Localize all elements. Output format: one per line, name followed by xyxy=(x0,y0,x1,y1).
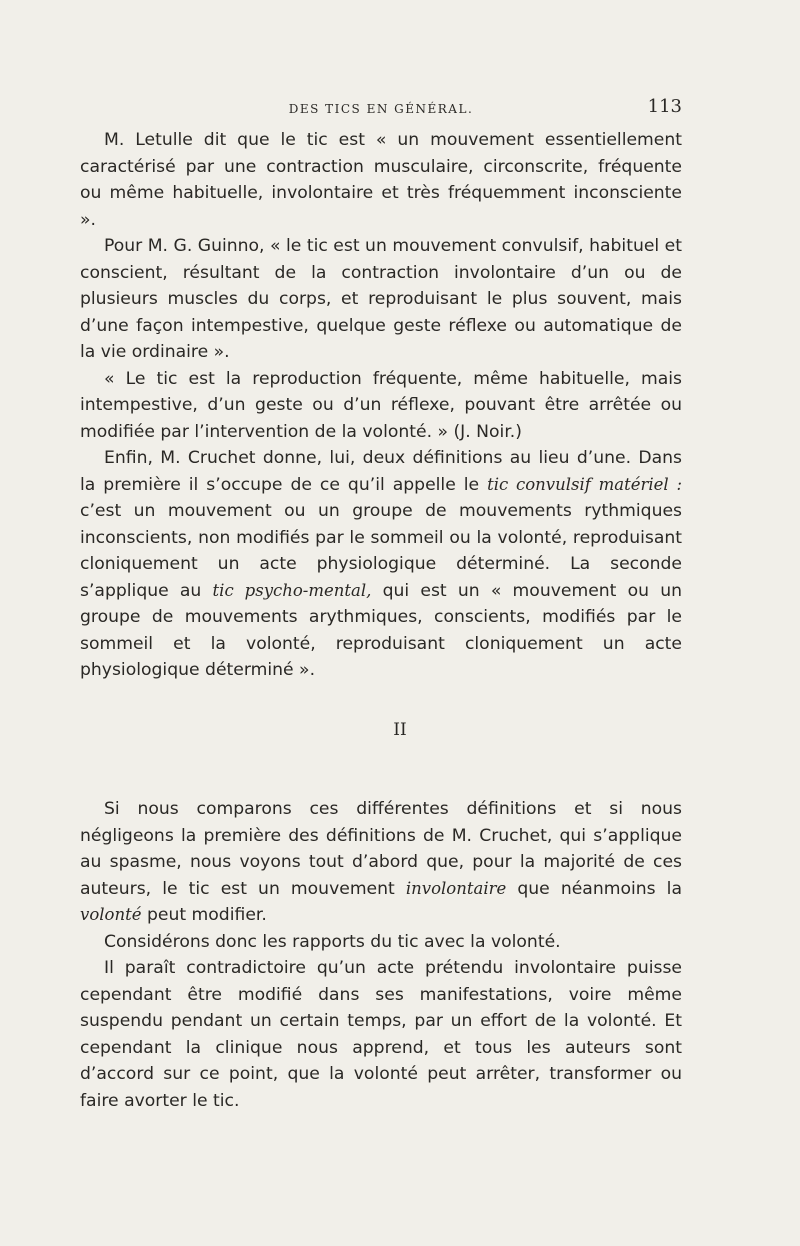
italic-term: volonté xyxy=(80,905,142,924)
paragraph-letulle: M. Letulle dit que le tic est « un mouvement essentiellement caractérisé par une contraction musculaire, circonscrite, fréquente ou même habituelle, involontaire et très fréquemment inconsciente ». xyxy=(80,130,682,230)
paragraph-noir: « Le tic est la reproduction fréquente, même habituelle, mais intempestive, d’un geste ou d’un réflexe, pouvant être arrêtée ou modifiée par l’intervention de la volonté. » (J. Noir.) xyxy=(80,368,682,442)
paragraph-cruchet xyxy=(80,445,682,684)
paragraph-guinno: Pour M. G. Guinno, « le tic est un mouvement convulsif, habituel et conscient, résultant de la contraction involontaire d’un ou de plusieurs muscles du corps, et reproduisant le plus souvent, mais d’une façon intempestive, quelque geste réflexe ou automatique de la vie ordinaire ». xyxy=(80,236,682,362)
paragraph-considerons: Considérons donc les rapports du tic avec la volonté. xyxy=(104,931,561,952)
italic-term: tic psycho-mental, xyxy=(212,580,372,600)
page-number: 113 xyxy=(647,96,682,117)
page-header xyxy=(80,96,682,120)
paragraph-text: que néanmoins la xyxy=(506,878,682,899)
paragraph-volonte: Il paraît contradictoire qu’un acte prétendu involontaire puisse cependant être modifié dans ses manifestations, voire même suspendu pendant un certain temps, par un effort de la volonté. Et cependant la clinique nous apprend, et tous les auteurs sont d’accord sur ce point, que la volonté peut arrêter, transformer ou faire avorter le tic. xyxy=(80,958,682,1111)
paragraph-text: peut modifier. xyxy=(141,905,267,925)
paragraph-text: c’est un mouvement ou un groupe de mouvements rythmiques inconscients, non modifiés par le sommeil ou la volonté, reproduisant cloniquement un acte physiologique déterminé. La seconde s’applique au xyxy=(80,501,682,601)
paragraph-comparison xyxy=(80,796,682,929)
section-heading: II xyxy=(393,720,407,740)
text-block-lower xyxy=(80,796,682,1114)
italic-term: tic convulsif matériel : xyxy=(487,474,683,494)
italic-term: involontaire xyxy=(405,878,507,898)
running-head: DES TICS EN GÉNÉRAL. xyxy=(288,102,474,116)
paragraph-text: qui est un « mouvement ou un groupe de mouvements arythmiques, conscients, modifiés par le sommeil et la volonté, reproduisant cloniquement un acte physiologique déterminé ». xyxy=(80,580,682,680)
paragraph-text: Si nous comparons ces différentes définitions et si nous négligeons la première des définitions de M. Cruchet, qui s’applique au spasme, nous voyons tout d’abord que, pour la majorité de ces auteurs, le tic est un mouvement xyxy=(80,799,682,899)
paragraph-text: Enfin, M. Cruchet donne, lui, deux définitions au lieu d’une. Dans la première il s’occupe de ce qu’il appelle le xyxy=(80,448,682,495)
text-block-upper xyxy=(80,127,682,684)
